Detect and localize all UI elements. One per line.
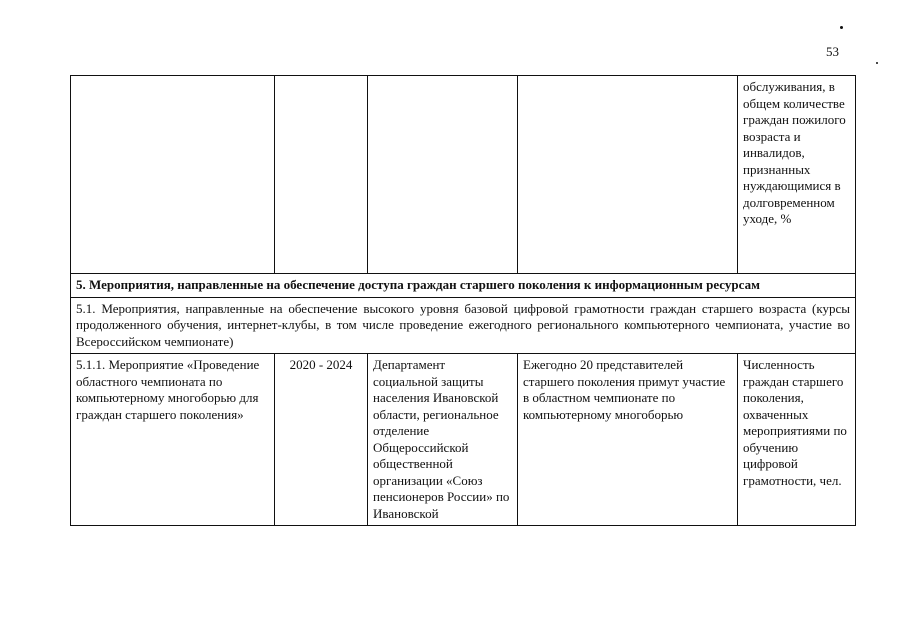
table-row-subsection bbox=[71, 297, 856, 354]
measures-table bbox=[70, 75, 856, 526]
table-cell bbox=[71, 76, 275, 274]
table-cell bbox=[275, 76, 368, 274]
event-result-cell: Ежегодно 20 представителей старшего поколения примут участие в областном чемпионате по компьютерному многоборью bbox=[518, 354, 738, 526]
table-cell bbox=[368, 76, 518, 274]
event-name-cell: 5.1.1. Мероприятие «Проведение областного чемпионата по компьютерному многоборью для граждан старшего поколения» bbox=[71, 354, 275, 526]
event-period-cell: 2020 - 2024 bbox=[275, 354, 368, 526]
scan-dot-right bbox=[876, 62, 878, 64]
subsection-text: 5.1. Мероприятия, направленные на обеспечение высокого уровня базовой цифровой грамотности граждан старшего возраста (курсы продолженного обучения, интернет-клубы, в том числе проведение ежегодного регионального компьютерного чемпионата, участие во Всероссийском чемпионате) bbox=[71, 297, 856, 354]
table-row-event bbox=[71, 354, 856, 526]
table-row-section bbox=[71, 274, 856, 298]
page-number: 53 bbox=[826, 44, 839, 59]
scan-dot-top bbox=[840, 26, 843, 29]
event-executor-cell: Департамент социальной защиты населения Ивановской области, региональное отделение Общероссийской общественной организации «Союз пенсионеров России» по Ивановской bbox=[368, 354, 518, 526]
section-header: 5. Мероприятия, направленные на обеспечение доступа граждан старшего поколения к информационным ресурсам bbox=[71, 274, 856, 298]
indicator-continuation-cell: обслуживания, в общем количестве граждан пожилого возраста и инвалидов, признанных нуждающимися в долговременном уходе, % bbox=[738, 76, 856, 274]
table-row-continuation bbox=[71, 76, 856, 274]
event-indicator-cell: Численность граждан старшего поколения, охваченных мероприятиями по обучению цифровой грамотности, чел. bbox=[738, 354, 856, 526]
table-cell bbox=[518, 76, 738, 274]
